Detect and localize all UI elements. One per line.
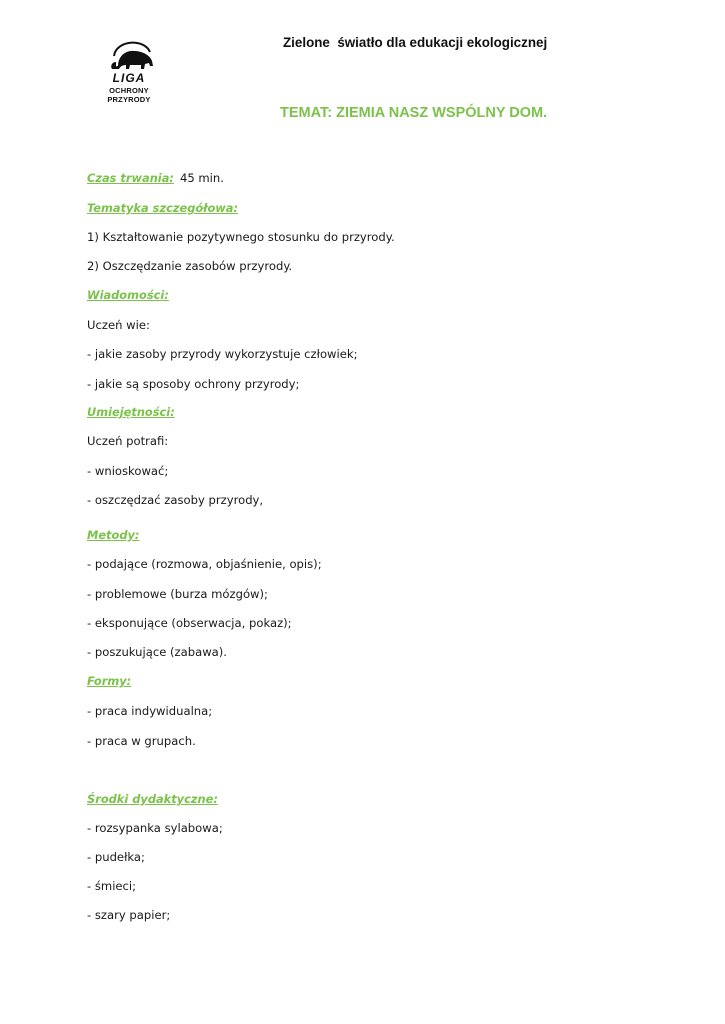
list-item: - rozsypanka sylabowa; — [87, 821, 223, 835]
teaching-aids-label: Środki dydaktyczne: — [87, 792, 218, 806]
list-item: - wnioskować; — [87, 464, 169, 478]
list-item: - oszczędzać zasoby przyrody, — [87, 493, 264, 507]
list-item: - pudełka; — [87, 850, 145, 864]
list-item: - eksponujące (obserwacja, pokaz); — [87, 616, 292, 630]
list-item: - jakie są sposoby ochrony przyrody; — [87, 377, 300, 391]
skills-label: Umiejętności: — [87, 405, 175, 419]
duration-value: 45 min. — [179, 171, 224, 185]
list-item: 2) Oszczędzanie zasobów przyrody. — [87, 259, 293, 273]
header-title: Zielone światło dla edukacji ekologicznej — [283, 35, 548, 50]
detailed-topic-label: Tematyka szczegółowa: — [87, 201, 239, 215]
logo — [100, 36, 160, 112]
list-item: - szary papier; — [87, 908, 171, 922]
list-item: - jakie zasoby przyrody wykorzystuje człowiek; — [87, 347, 358, 361]
duration-label: Czas trwania: — [87, 171, 174, 185]
skills-intro: Uczeń potrafi: — [87, 434, 169, 448]
logo-line-1: LIGA — [112, 71, 146, 85]
methods-label: Metody: — [87, 528, 140, 542]
list-item: - poszukujące (zabawa). — [87, 645, 227, 659]
knowledge-label: Wiadomości: — [87, 288, 169, 302]
list-item: - podające (rozmowa, objaśnienie, opis); — [87, 557, 322, 571]
list-item: - śmieci; — [87, 879, 137, 893]
forms-label: Formy: — [87, 674, 132, 688]
logo-line-3: PRZYRODY — [107, 95, 151, 104]
logo-line-2: OCHRONY — [109, 86, 149, 95]
topic-title: TEMAT: ZIEMIA NASZ WSPÓLNY DOM. — [280, 105, 548, 121]
list-item: 1) Kształtowanie pozytywnego stosunku do przyrody. — [87, 230, 395, 244]
list-item: - praca indywidualna; — [87, 704, 213, 718]
list-item: - praca w grupach. — [87, 734, 196, 748]
knowledge-intro: Uczeń wie: — [87, 318, 150, 332]
list-item: - problemowe (burza mózgów); — [87, 587, 268, 601]
duration-row — [87, 171, 224, 185]
bison-logo-icon — [100, 36, 160, 76]
